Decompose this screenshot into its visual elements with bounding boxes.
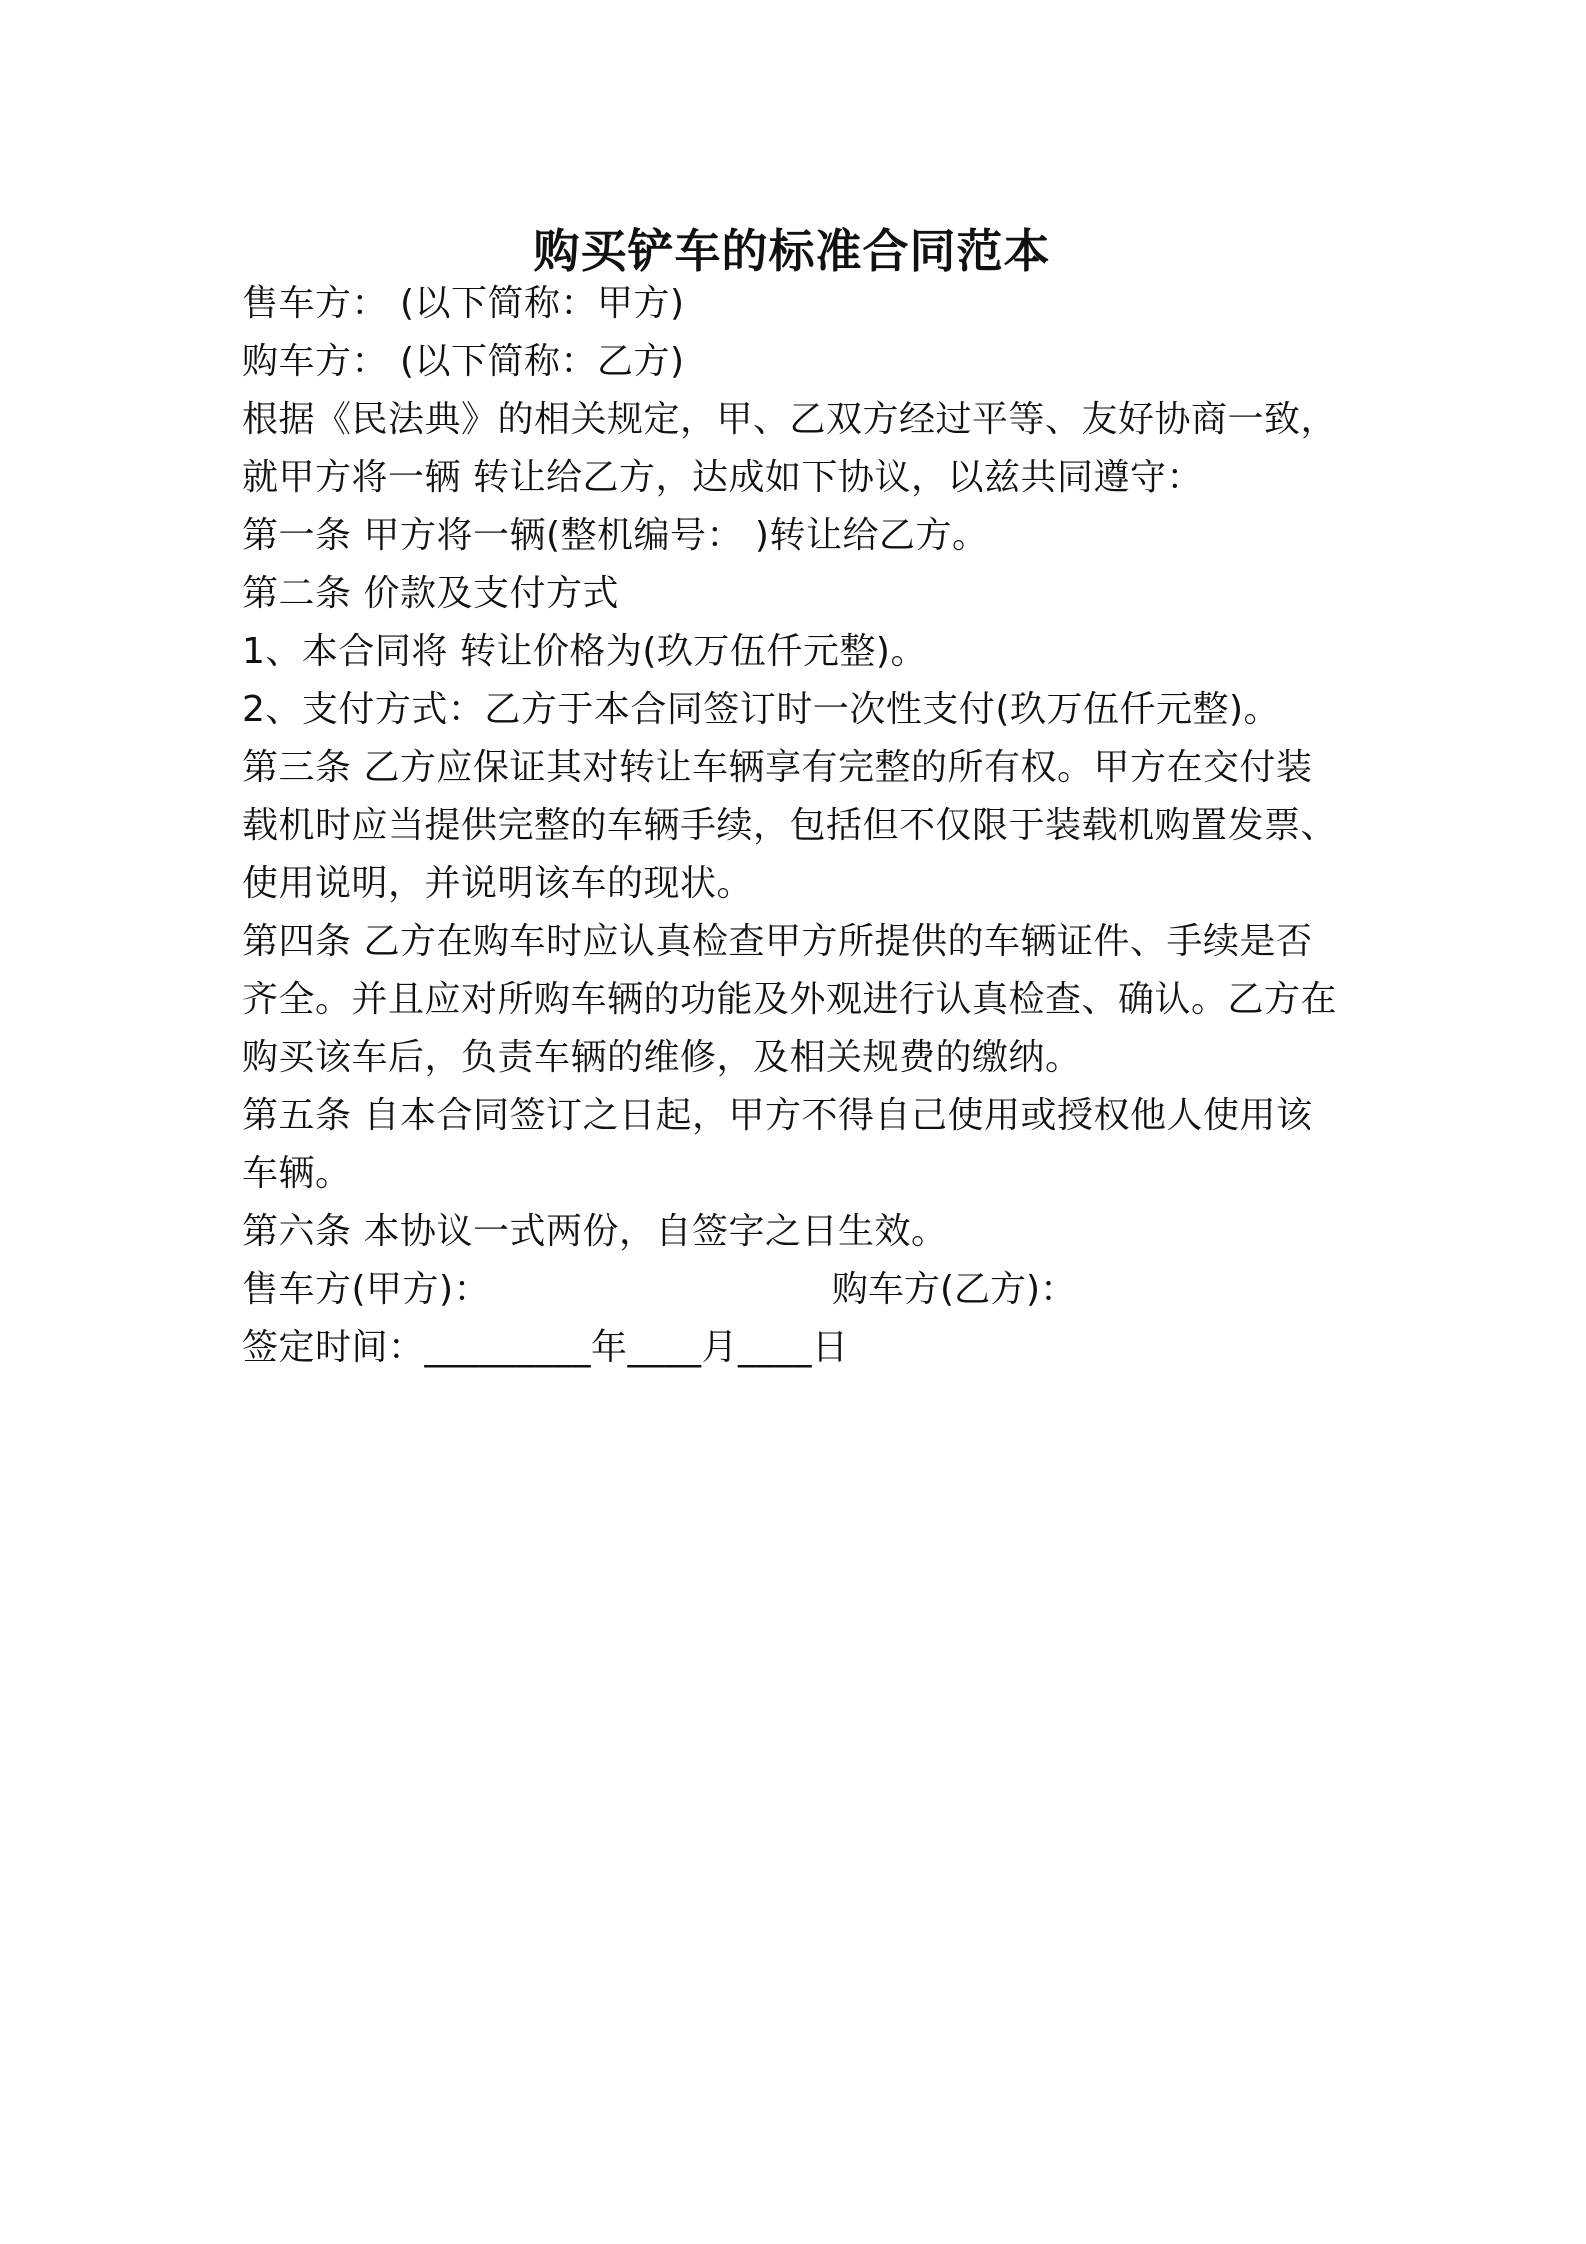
- article-1: 第一条 甲方将一辆(整机编号： )转让给乙方。: [242, 515, 989, 556]
- article-3-line-3: 使用说明，并说明该车的现状。: [242, 863, 754, 904]
- article-3-line-1: 第三条 乙方应保证其对转让车辆享有完整的所有权。甲方在交付装: [242, 747, 1313, 788]
- article-4-line-1: 第四条 乙方在购车时应认真检查甲方所提供的车辆证件、手续是否: [242, 921, 1313, 962]
- buyer-line: 购车方： (以下简称：乙方): [242, 341, 685, 382]
- seller-signature-label: 售车方(甲方)：: [242, 1269, 491, 1310]
- article-5-line-1: 第五条 自本合同签订之日起，甲方不得自己使用或授权他人使用该: [242, 1095, 1313, 1136]
- preamble-line-1: 根据《民法典》的相关规定，甲、乙双方经过平等、友好协商一致，: [242, 399, 1338, 440]
- document-title: 购买铲车的标准合同范本: [533, 224, 1051, 278]
- article-2-heading: 第二条 价款及支付方式: [242, 573, 619, 614]
- article-2-item-2: 2、支付方式：乙方于本合同签订时一次性支付(玖万伍仟元整)。: [242, 689, 1280, 730]
- article-3-line-2: 载机时应当提供完整的车辆手续，包括但不仅限于装载机购置发票、: [242, 805, 1338, 846]
- article-6: 第六条 本协议一式两份，自签字之日生效。: [242, 1211, 948, 1252]
- article-5-line-2: 车辆。: [242, 1153, 352, 1194]
- buyer-signature-label: 购车方(乙方)：: [832, 1269, 1077, 1310]
- seller-line: 售车方： (以下简称：甲方): [242, 283, 685, 324]
- article-4-line-2: 齐全。并且应对所购车辆的功能及外观进行认真检查、确认。乙方在: [242, 979, 1338, 1020]
- article-2-item-1: 1、本合同将 转让价格为(玖万伍仟元整)。: [242, 631, 927, 672]
- signing-date-line: 签定时间：_________年____月____日: [242, 1327, 849, 1368]
- preamble-line-2: 就甲方将一辆 转让给乙方，达成如下协议，以兹共同遵守：: [242, 457, 1203, 498]
- article-4-line-3: 购买该车后，负责车辆的维修，及相关规费的缴纳。: [242, 1037, 1082, 1078]
